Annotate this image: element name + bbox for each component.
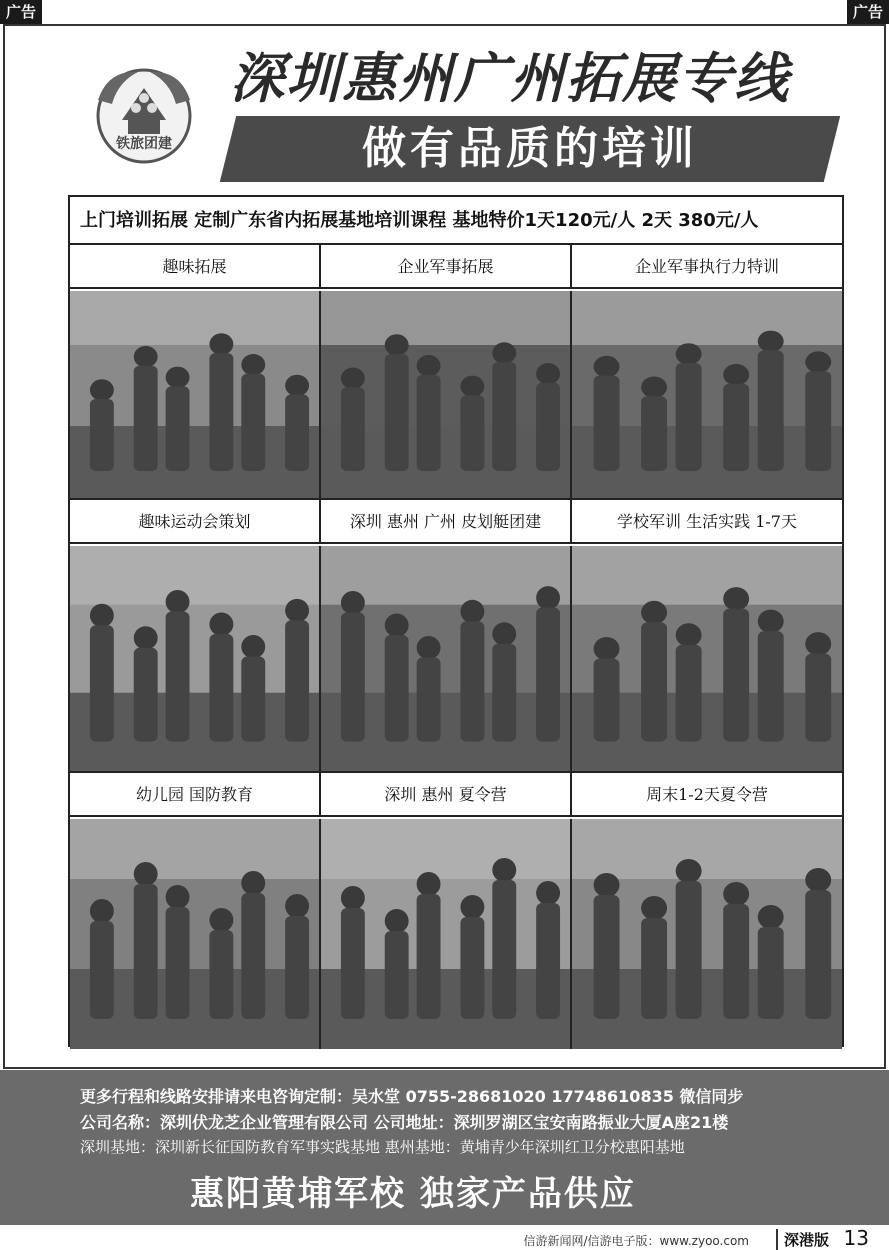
page-footer (0, 1226, 889, 1250)
course-label: 学校军训 生活实践 1-7天 (572, 500, 842, 544)
course-photo (321, 546, 572, 773)
page-number: 13 (843, 1226, 869, 1250)
photo-placeholder-icon (321, 546, 570, 771)
course-photo (70, 819, 321, 1049)
course-photo (572, 291, 842, 500)
course-photo (572, 819, 842, 1049)
photo-placeholder-icon (70, 291, 319, 498)
photo-placeholder-icon (70, 819, 319, 1049)
course-grid (68, 195, 844, 1047)
contact-line: 更多行程和线路安排请来电咨询定制：吴水堂 0755-28681020 17748610835 微信同步 (80, 1087, 744, 1106)
course-label: 幼儿园 国防教育 (70, 773, 321, 817)
course-label: 深圳 惠州 夏令营 (321, 773, 572, 817)
course-label: 企业军事执行力特训 (572, 245, 842, 289)
course-photo (321, 291, 572, 500)
subtitle: 做有品质的培训 (362, 123, 698, 174)
tielv-logo-icon (88, 60, 200, 172)
contact-footer (0, 1070, 889, 1225)
logo-text: 铁旅团建 (116, 136, 172, 152)
price-banner: 上门培训拓展 定制广东省内拓展基地培训课程 基地特价1天120元/人 2天 380元/人 (70, 197, 842, 245)
base-line: 深圳基地：深圳新长征国防教育军事实践基地 惠州基地：黄埔青少年深圳红卫分校惠阳基地 (80, 1138, 685, 1156)
photo-placeholder-icon (321, 819, 570, 1049)
course-label: 周末1-2天夏令营 (572, 773, 842, 817)
course-label: 深圳 惠州 广州 皮划艇团建 (321, 500, 572, 544)
headline-title: 深圳惠州广州拓展专线 (230, 47, 790, 110)
course-photo (70, 546, 321, 773)
company-line: 公司名称：深圳伏龙芝企业管理有限公司 公司地址：深圳罗湖区宝安南路振业大厦A座21楼 (80, 1113, 729, 1132)
slogan: 惠阳黄埔军校 独家产品供应 (190, 1174, 636, 1214)
photo-placeholder-icon (572, 546, 842, 771)
photo-placeholder-icon (572, 819, 842, 1049)
course-label: 趣味拓展 (70, 245, 321, 289)
course-photo (70, 291, 321, 500)
photo-placeholder-icon (321, 291, 570, 498)
photo-placeholder-icon (572, 291, 842, 498)
course-label: 企业军事拓展 (321, 245, 572, 289)
ad-tag-right: 广告 (847, 0, 889, 24)
ad-tag-left: 广告 (0, 0, 42, 24)
course-label: 趣味运动会策划 (70, 500, 321, 544)
photo-placeholder-icon (70, 546, 319, 771)
edition-label: 深港版 (776, 1229, 829, 1250)
site-info: 信游新闻网/信游电子版：www.zyoo.com (523, 1234, 749, 1248)
course-photo (321, 819, 572, 1049)
course-photo (572, 546, 842, 773)
